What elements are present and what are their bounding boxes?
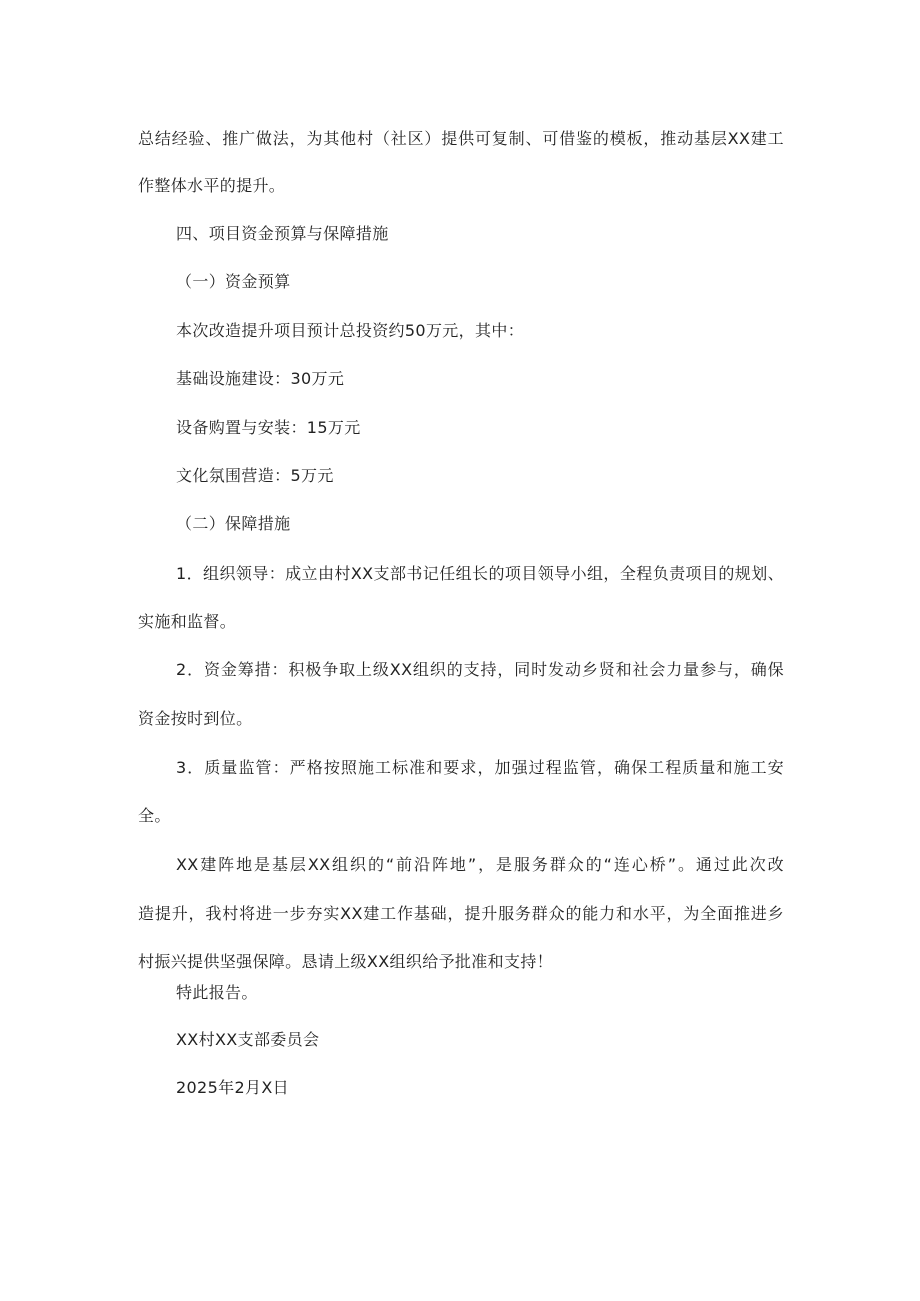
budget-culture: 文化氛围营造：5万元 [176, 466, 334, 485]
measure-3-line-2: 全。 [138, 806, 171, 825]
subsection-heading-budget: （一）资金预算 [176, 272, 291, 291]
budget-infrastructure: 基础设施建设：30万元 [176, 369, 345, 388]
conclusion-line-2: 造提升，我村将进一步夯实XX建工作基础，提升服务群众的能力和水平，为全面推进乡 [138, 904, 784, 923]
budget-total: 本次改造提升项目预计总投资约50万元，其中： [176, 321, 525, 340]
conclusion-line-3: 村振兴提供坚强保障。恳请上级XX组织给予批准和支持！ [138, 952, 554, 971]
measure-1-line-1: 1．组织领导：成立由村XX支部书记任组长的项目领导小组，全程负责项目的规划、 [176, 564, 784, 583]
subsection-heading-measures: （二）保障措施 [176, 514, 291, 533]
measure-2-line-2: 资金按时到位。 [138, 709, 253, 728]
measure-3-line-1: 3．质量监管：严格按照施工标准和要求，加强过程监管，确保工程质量和施工安 [176, 758, 784, 777]
section-heading-4: 四、项目资金预算与保障措施 [176, 224, 389, 243]
measure-1-line-2: 实施和监督。 [138, 612, 237, 631]
closing-remark: 特此报告。 [176, 983, 258, 1002]
conclusion-line-1: XX建阵地是基层XX组织的“前沿阵地”，是服务群众的“连心桥”。通过此次改 [176, 855, 784, 874]
measure-2-line-1: 2．资金筹措：积极争取上级XX组织的支持，同时发动乡贤和社会力量参与，确保 [176, 660, 784, 679]
budget-equipment: 设备购置与安装：15万元 [176, 418, 361, 437]
paragraph-summary-line-1: 总结经验、推广做法，为其他村（社区）提供可复制、可借鉴的模板，推动基层XX建工 [138, 129, 784, 148]
signature-date: 2025年2月X日 [176, 1078, 290, 1097]
paragraph-summary-line-2: 作整体水平的提升。 [138, 176, 286, 195]
signature-committee: XX村XX支部委员会 [176, 1030, 320, 1049]
